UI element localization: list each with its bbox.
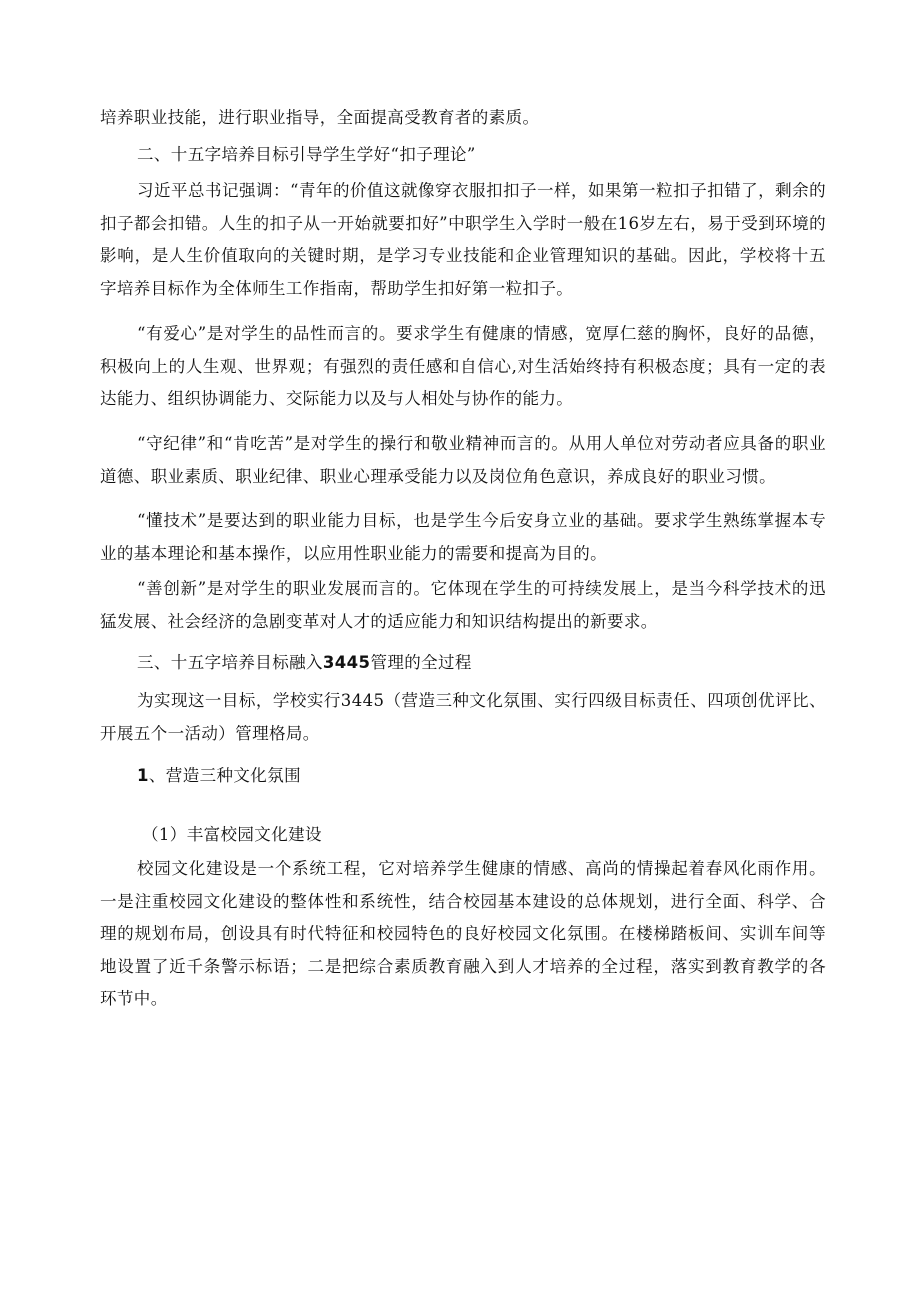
chuangxin-paragraph: “善创新”是对学生的职业发展而言的。它体现在学生的可持续发展上，是当今科学技术的迅猛发展、社会经济的急剧变革对人才的适应能力和知识结构提出的新要求。 xyxy=(100,579,826,631)
jilv-paragraph: “守纪律”和“肯吃苦”是对学生的操行和敬业精神而言的。从用人单位对劳动者应具备的职业道德、职业素质、职业纪律、职业心理承受能力以及岗位角色意识，养成良好的职业习惯。 xyxy=(100,434,826,486)
heading-three-number: 3445 xyxy=(322,653,371,672)
xi-quote-paragraph: 习近平总书记强调：“青年的价值这就像穿衣服扣扣子一样，如果第一粒扣子扣错了，剩余的扣子都会扣错。人生的扣子从一开始就要扣好”中职学生入学时一般在16岁左右，易于受到环境的影响，是人生价值取向的关键时期，是学习专业技能和企业管理知识的基础。因此，学校将十五字培养目标作为全体师生工作指南，帮助学生扣好第一粒扣子。 xyxy=(100,181,826,298)
jishu-paragraph: “懂技术”是要达到的职业能力目标，也是学生今后安身立业的基础。要求学生熟练掌握本专业的基本理论和基本操作，以应用性职业能力的需要和提高为目的。 xyxy=(100,511,826,563)
subsection-title: 、营造三种文化氛围 xyxy=(148,766,301,785)
intro-paragraph: 培养职业技能，进行职业指导，全面提高受教育者的素质。 xyxy=(100,108,540,127)
section-heading-two: 二、十五字培养目标引导学生学好“扣子理论” xyxy=(137,145,476,164)
sub-item-heading: （1）丰富校园文化建设 xyxy=(142,825,322,844)
heading-three-prefix: 三、十五字培养目标融入 xyxy=(137,653,323,672)
heading-three-suffix: 管理的全过程 xyxy=(370,653,472,672)
subsection-number: 1 xyxy=(137,766,149,785)
section-heading-three xyxy=(137,647,472,680)
campus-culture-paragraph: 校园文化建设是一个系统工程，它对培养学生健康的情感、高尚的情操起着春风化雨作用。一是注重校园文化建设的整体性和系统性，结合校园基本建设的总体规划，进行全面、科学、合理的规划布局，创设具有时代特征和校园特色的良好校园文化氛围。在楼梯踏板间、实训车间等地设置了近千条警示标语；二是把综合素质教育融入到人才培养的全过程，落实到教育教学的各环节中。 xyxy=(100,859,826,1009)
management-paragraph: 为实现这一目标，学校实行3445（营造三种文化氛围、实行四级目标责任、四项创优评比、开展五个一活动）管理格局。 xyxy=(100,691,826,743)
subsection-heading-one xyxy=(137,760,301,793)
aixin-paragraph: “有爱心”是对学生的品性而言的。要求学生有健康的情感，宽厚仁慈的胸怀，良好的品德，积极向上的人生观、世界观；有强烈的责任感和自信心,对生活始终持有积极态度；具有一定的表达能力、组织协调能力、交际能力以及与人相处与协作的能力。 xyxy=(100,324,826,409)
